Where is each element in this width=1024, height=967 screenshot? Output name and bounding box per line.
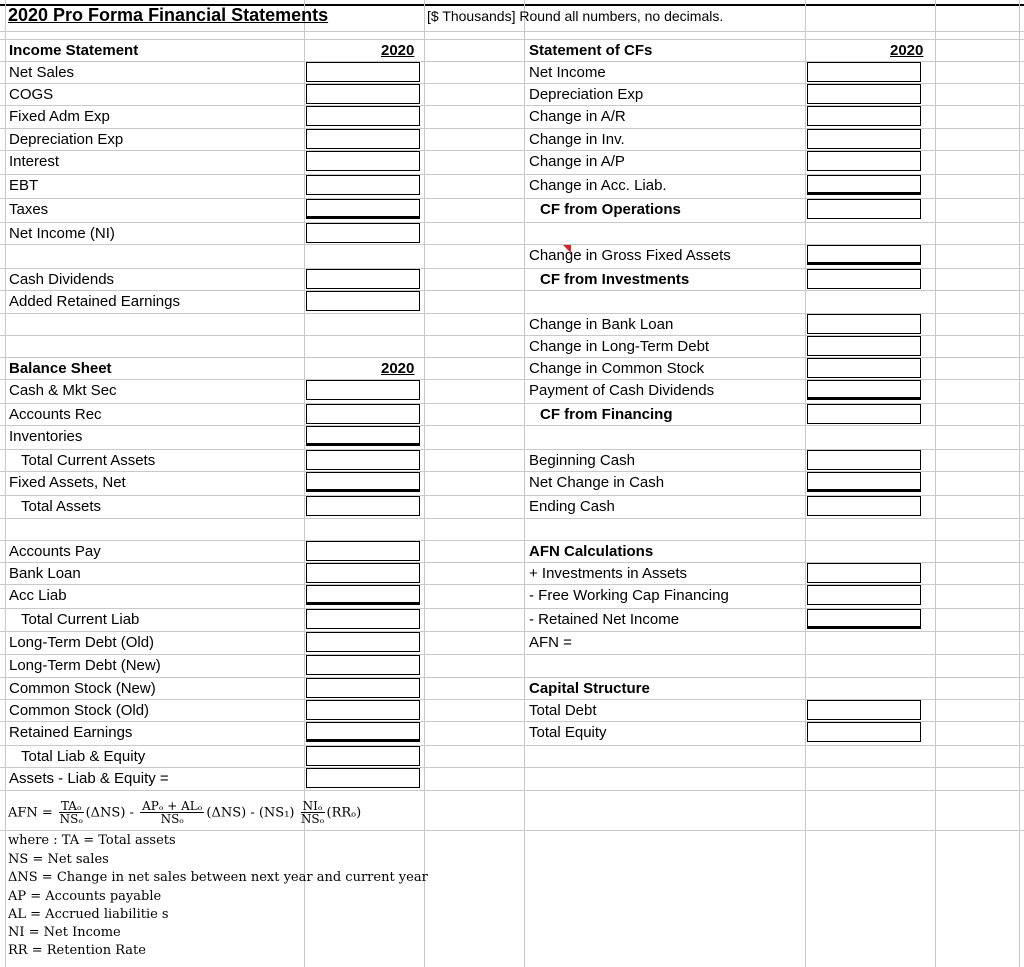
bs-row-ltd-old: Long-Term Debt (Old) xyxy=(9,634,155,651)
input-is-depreciation[interactable] xyxy=(306,129,420,149)
grid-line xyxy=(1019,0,1020,967)
input-cf-change-cs[interactable] xyxy=(807,358,921,378)
formula-frac-income xyxy=(301,800,325,826)
afn-formula xyxy=(8,800,361,826)
cf-row-change-bank-loan: Change in Bank Loan xyxy=(529,316,674,333)
bs-row-inventories: Inventories xyxy=(9,428,83,445)
grid-row-line xyxy=(0,654,1024,655)
capital-structure-heading: Capital Structure xyxy=(529,680,650,697)
grid-line xyxy=(0,39,1024,40)
bs-row-fixed-assets: Fixed Assets, Net xyxy=(9,474,126,491)
input-bs-acc-liab[interactable] xyxy=(306,585,420,605)
is-row-cash-dividends: Cash Dividends xyxy=(9,271,115,288)
input-cf-beginning-cash[interactable] xyxy=(807,450,921,470)
input-cf-ending-cash[interactable] xyxy=(807,496,921,516)
input-bs-cs-new[interactable] xyxy=(306,678,420,698)
bs-row-total-current-assets: Total Current Assets xyxy=(21,452,156,469)
is-row-cogs: COGS xyxy=(9,86,54,103)
bs-row-total-liab-equity: Total Liab & Equity xyxy=(21,748,146,765)
input-cf-change-inv[interactable] xyxy=(807,129,921,149)
cash-flow-heading: Statement of CFs xyxy=(529,42,653,59)
balance-sheet-heading: Balance Sheet xyxy=(9,360,112,377)
formula-term: (ΔNS) - (NS₁) xyxy=(206,805,295,821)
is-row-depreciation: Depreciation Exp xyxy=(9,131,124,148)
input-bs-fixed-assets[interactable] xyxy=(306,472,420,492)
cf-row-net-change-cash: Net Change in Cash xyxy=(529,474,665,491)
formula-term: (RRₒ) xyxy=(326,805,362,821)
input-is-fixed-adm[interactable] xyxy=(306,106,420,126)
definition-ta: where : TA = Total assets xyxy=(8,833,176,848)
cf-row-change-inv: Change in Inv. xyxy=(529,131,625,148)
input-bs-total-assets[interactable] xyxy=(306,496,420,516)
formula-frac-num: APₒ + ALₒ xyxy=(142,799,203,813)
formula-lhs: AFN = xyxy=(8,805,53,821)
input-bs-inventories[interactable] xyxy=(306,426,420,446)
input-cf-change-ltd[interactable] xyxy=(807,336,921,356)
page-title: 2020 Pro Forma Financial Statements xyxy=(8,5,329,25)
bs-row-total-assets: Total Assets xyxy=(21,498,102,515)
grid-row-line xyxy=(0,745,1024,746)
bs-row-cash: Cash & Mkt Sec xyxy=(9,382,117,399)
input-cf-investments[interactable] xyxy=(807,269,921,289)
units-note: [$ Thousands] Round all numbers, no decimals. xyxy=(427,8,724,24)
input-is-net-income[interactable] xyxy=(306,223,420,243)
bs-row-acc-liab: Acc Liab xyxy=(9,587,67,604)
cf-row-change-ar: Change in A/R xyxy=(529,108,626,125)
cs-row-total-debt: Total Debt xyxy=(529,702,597,719)
cf-row-change-ltd: Change in Long-Term Debt xyxy=(529,338,710,355)
input-is-taxes[interactable] xyxy=(306,199,420,219)
formula-frac-den: NSₒ xyxy=(160,812,184,826)
cf-row-change-ap: Change in A/P xyxy=(529,153,625,170)
afn-row-free-wc: - Free Working Cap Financing xyxy=(529,587,729,604)
cf-row-beginning-cash: Beginning Cash xyxy=(529,452,635,469)
bs-row-retained-earnings: Retained Earnings xyxy=(9,724,133,741)
is-row-interest: Interest xyxy=(9,153,60,170)
input-cf-change-acc-liab[interactable] xyxy=(807,175,921,195)
input-bs-retained-earnings[interactable] xyxy=(306,722,420,742)
input-cf-change-bank-loan[interactable] xyxy=(807,314,921,334)
cf-row-payment-dividends: Payment of Cash Dividends xyxy=(529,382,715,399)
input-bs-ltd-old[interactable] xyxy=(306,632,420,652)
bs-row-accounts-pay: Accounts Pay xyxy=(9,543,101,560)
input-bs-cs-old[interactable] xyxy=(306,700,420,720)
grid-row-line xyxy=(0,518,1024,519)
afn-row-investments: + Investments in Assets xyxy=(529,565,687,582)
is-row-taxes: Taxes xyxy=(9,201,49,218)
formula-frac-den: NSₒ xyxy=(300,812,325,826)
formula-frac-den: NSₒ xyxy=(59,812,83,826)
input-afn-investments[interactable] xyxy=(807,563,921,583)
input-bs-cash[interactable] xyxy=(306,380,420,400)
grid-line xyxy=(935,0,936,967)
bs-row-bank-loan: Bank Loan xyxy=(9,565,81,582)
afn-row-afn: AFN = xyxy=(529,634,572,651)
cf-row-cf-investments: CF from Investments xyxy=(540,271,690,288)
comment-indicator[interactable] xyxy=(563,245,571,253)
input-is-interest[interactable] xyxy=(306,151,420,171)
is-row-added-re: Added Retained Earnings xyxy=(9,293,180,310)
cf-row-net-income: Net Income xyxy=(529,64,606,81)
input-cf-net-income[interactable] xyxy=(807,62,921,82)
input-cf-dividends[interactable] xyxy=(807,380,921,400)
bs-row-ltd-new: Long-Term Debt (New) xyxy=(9,657,161,674)
cf-row-cf-operations: CF from Operations xyxy=(540,201,681,218)
formula-frac-assets xyxy=(59,800,84,826)
input-bs-bank-loan[interactable] xyxy=(306,563,420,583)
input-cf-operations[interactable] xyxy=(807,199,921,219)
input-bs-ar[interactable] xyxy=(306,404,420,424)
cash-flow-year: 2020 xyxy=(890,42,924,59)
definition-rr: RR = Retention Rate xyxy=(8,943,146,958)
grid-line xyxy=(805,0,806,967)
grid-line xyxy=(0,31,1024,32)
cf-row-change-common-stock: Change in Common Stock xyxy=(529,360,705,377)
input-cf-change-ar[interactable] xyxy=(807,106,921,126)
input-bs-accounts-pay[interactable] xyxy=(306,541,420,561)
grid-row-line xyxy=(0,290,1024,291)
input-cf-depreciation[interactable] xyxy=(807,84,921,104)
input-cf-change-gfa[interactable] xyxy=(807,245,921,265)
bs-row-ar: Accounts Rec xyxy=(9,406,102,423)
formula-term: (ΔNS) - xyxy=(85,805,134,821)
input-bs-total-liab-equity[interactable] xyxy=(306,746,420,766)
is-row-net-income: Net Income (NI) xyxy=(9,225,115,242)
input-afn-retained-ni[interactable] xyxy=(807,609,921,629)
cs-row-total-equity: Total Equity xyxy=(529,724,607,741)
input-is-net-sales[interactable] xyxy=(306,62,420,82)
input-bs-ltd-new[interactable] xyxy=(306,655,420,675)
input-cf-change-ap[interactable] xyxy=(807,151,921,171)
bs-row-total-current-liab: Total Current Liab xyxy=(21,611,140,628)
cf-row-change-gfa: Change in Gross Fixed Assets xyxy=(529,247,731,264)
grid-row-line xyxy=(0,540,1024,541)
cf-row-cf-financing: CF from Financing xyxy=(540,406,673,423)
income-statement-year: 2020 xyxy=(381,42,415,59)
definition-ap: AP = Accounts payable xyxy=(8,889,162,904)
grid-row-line xyxy=(0,631,1024,632)
grid-row-line xyxy=(0,677,1024,678)
input-is-cogs[interactable] xyxy=(306,84,420,104)
grid-row-line xyxy=(0,767,1024,768)
input-cs-total-equity[interactable] xyxy=(807,722,921,742)
input-is-added-re[interactable] xyxy=(306,291,420,311)
input-cs-total-debt[interactable] xyxy=(807,700,921,720)
bs-row-check: Assets - Liab & Equity = xyxy=(9,770,169,787)
input-is-cash-dividends[interactable] xyxy=(306,269,420,289)
grid-row-line xyxy=(0,222,1024,223)
grid-row-line xyxy=(0,830,1024,831)
grid-row-line xyxy=(0,425,1024,426)
definition-delta-ns: ΔNS = Change in net sales between next year and current year xyxy=(8,870,428,885)
definition-al: AL = Accrued liabilitie s xyxy=(8,907,169,922)
cf-row-change-acc-liab: Change in Acc. Liab. xyxy=(529,177,667,194)
grid-line xyxy=(5,0,6,967)
input-cf-financing[interactable] xyxy=(807,404,921,424)
definition-ns: NS = Net sales xyxy=(8,852,109,867)
bs-row-cs-old: Common Stock (Old) xyxy=(9,702,150,719)
input-bs-check[interactable] xyxy=(306,768,420,788)
formula-frac-num: NIₒ xyxy=(302,799,323,813)
input-is-ebt[interactable] xyxy=(306,175,420,195)
input-bs-total-cl[interactable] xyxy=(306,609,420,629)
is-row-net-sales: Net Sales xyxy=(9,64,75,81)
input-cf-net-change[interactable] xyxy=(807,472,921,492)
formula-frac-liabilities xyxy=(140,800,204,826)
bs-row-cs-new: Common Stock (New) xyxy=(9,680,156,697)
afn-row-retained-ni: - Retained Net Income xyxy=(529,611,680,628)
balance-sheet-year: 2020 xyxy=(381,360,415,377)
definition-ni: NI = Net Income xyxy=(8,925,121,940)
cf-row-ending-cash: Ending Cash xyxy=(529,498,615,515)
is-row-ebt: EBT xyxy=(9,177,39,194)
formula-frac-num: TAₒ xyxy=(60,799,82,813)
input-afn-free-wc[interactable] xyxy=(807,585,921,605)
input-bs-total-ca[interactable] xyxy=(306,450,420,470)
income-statement-heading: Income Statement xyxy=(9,42,139,59)
is-row-fixed-adm-exp: Fixed Adm Exp xyxy=(9,108,110,125)
grid-line xyxy=(524,0,525,967)
grid-row-line xyxy=(0,790,1024,791)
cf-row-depreciation: Depreciation Exp xyxy=(529,86,644,103)
afn-heading: AFN Calculations xyxy=(529,543,654,560)
grid-line xyxy=(424,0,425,967)
